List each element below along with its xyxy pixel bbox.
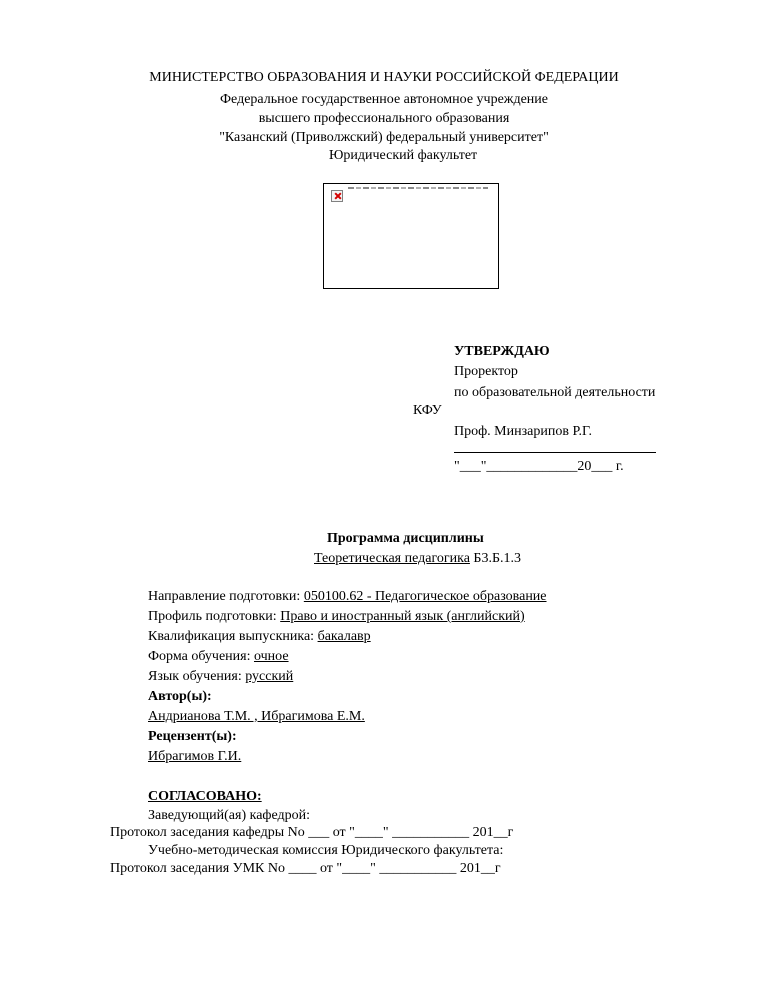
university-name: "Казанский (Приволжский) федеральный университет"	[219, 130, 549, 145]
ministry-title: МИНИСТЕРСТВО ОБРАЗОВАНИЯ И НАУКИ РОССИЙСКОЙ ФЕДЕРАЦИИ	[149, 70, 619, 85]
commission-label: Учебно-методическая комиссия Юридического факультета:	[148, 843, 504, 858]
image-alt-noise	[348, 187, 488, 189]
qualification-line	[148, 628, 371, 646]
university-logo-placeholder	[323, 183, 499, 289]
direction-line	[148, 588, 547, 606]
language-label: Язык обучения:	[148, 669, 246, 684]
authors-value: Андрианова Т.М. , Ибрагимова Е.М.	[148, 709, 365, 724]
study-form-line	[148, 648, 289, 666]
program-discipline-line	[314, 550, 521, 568]
agreed-title: СОГЛАСОВАНО:	[148, 789, 262, 804]
discipline-code: Б3.Б.1.3	[469, 551, 521, 566]
language-line	[148, 668, 293, 686]
approval-role-detail: по образовательной деятельности	[454, 385, 656, 400]
direction-label: Направление подготовки:	[148, 589, 304, 604]
approval-signatory: Проф. Минзарипов Р.Г.	[454, 424, 593, 439]
direction-value: 050100.62 - Педагогическое образование	[303, 589, 547, 604]
profile-line	[148, 608, 525, 626]
umk-protocol-line: Протокол заседания УМК No ____ от "____" ___________ 201__г	[110, 861, 501, 876]
profile-label: Профиль подготовки:	[148, 609, 281, 624]
broken-image-icon	[331, 190, 343, 202]
approval-date: "___"_____________20___ г.	[454, 459, 624, 474]
study-form-value: очное	[253, 649, 289, 664]
reviewers-value: Ибрагимов Г.И.	[148, 749, 242, 764]
institution-type: Федеральное государственное автономное учреждение	[219, 92, 548, 107]
approval-org: КФУ	[413, 403, 442, 418]
qualification-value: бакалавр	[317, 629, 371, 644]
approval-title: УТВЕРЖДАЮ	[454, 344, 550, 359]
program-title: Программа дисциплины	[327, 531, 484, 546]
dept-protocol-line: Протокол заседания кафедры No ___ от "____" ___________ 201__г	[110, 825, 514, 840]
head-of-dept-label: Заведующий(ая) кафедрой:	[148, 808, 311, 823]
faculty-name: Юридический факультет	[329, 148, 478, 163]
education-level: высшего профессионального образования	[258, 111, 510, 126]
qualification-label: Квалификация выпускника:	[148, 629, 318, 644]
study-form-label: Форма обучения:	[148, 649, 254, 664]
profile-value: Право и иностранный язык (английский)	[280, 609, 525, 624]
language-value: русский	[245, 669, 294, 684]
discipline-name: Теоретическая педагогика	[314, 551, 470, 566]
approval-role: Проректор	[454, 364, 518, 379]
reviewers-label: Рецензент(ы):	[148, 729, 237, 744]
authors-label: Автор(ы):	[148, 689, 212, 704]
signature-line	[454, 452, 656, 453]
